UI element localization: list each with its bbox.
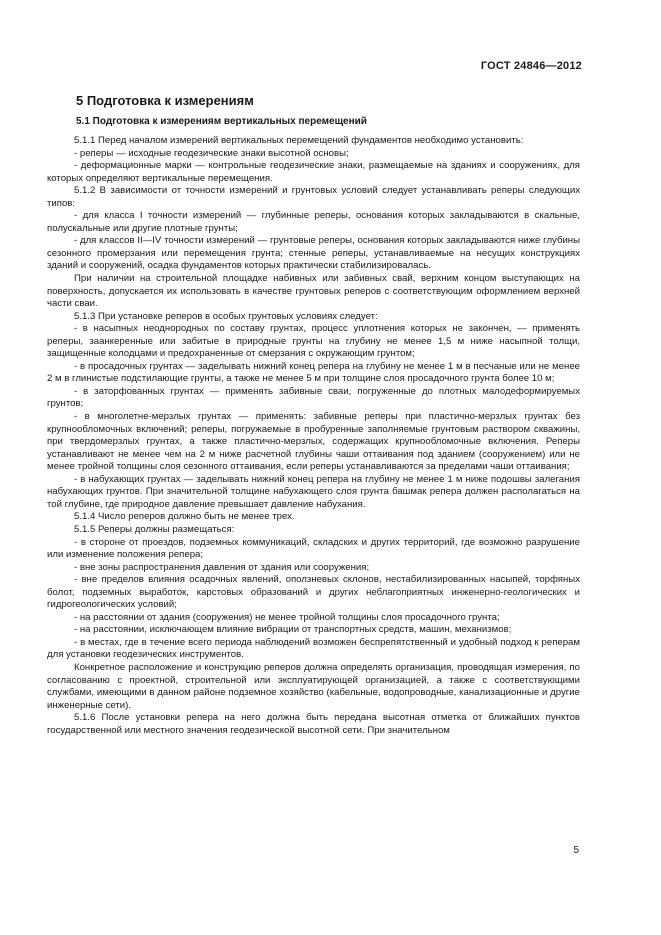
list-item: - в насыпных неоднородных по составу грунтах, процесс уплотнения которых не закончен, — применять реперы, заанкеренные или забитые в природные грунты на глубину не менее 1,5 м ниже насыпной толщи, защищенные колодцами и предохраненные от смерзания с окружающим грунтом; bbox=[47, 323, 580, 360]
list-item: - реперы — исходные геодезические знаки высотной основы; bbox=[74, 147, 349, 159]
list-item: - деформационные марки — контрольные геодезические знаки, размещаемые на зданиях и сооружениях, для которых определяют вертикальные перемещения. bbox=[47, 160, 580, 184]
section-title: 5 Подготовка к измерениям bbox=[76, 93, 254, 108]
list-item: - в набухающих грунтах — заделывать нижний конец репера на глубину не менее 1 м ниже подошвы залегания набухающих грунтов. При значительной толщине набухающего слоя грунта башмак репера должен располагаться на той глубине, где природное давление превышает давление набухания. bbox=[47, 473, 580, 510]
body-text bbox=[47, 135, 580, 737]
list-item: - в просадочных грунтах — заделывать нижний конец репера на глубину не менее 1 м в песчаные или не менее 2 м в глинистые подстилающие грунты, а также не менее 5 м при толщине слоя просадочного грунта более 10 м; bbox=[47, 360, 580, 385]
list-item: - в стороне от проездов, подземных коммуникаций, складских и других территорий, где возможно разрушение или изменение положения репера; bbox=[47, 536, 580, 561]
paragraph: 5.1.2 В зависимости от точности измерений и грунтовых условий следует устанавливать реперы следующих типов: bbox=[47, 185, 580, 209]
list-item: - в заторфованных грунтах — применять забивные сваи, погруженные до плотных малодеформируемых грунтов; bbox=[47, 385, 580, 410]
list-item: - для класса I точности измерений — глубинные реперы, основания которых закладываются в скальные, полускальные или другие плотные грунты; bbox=[47, 210, 580, 234]
paragraph: 5.1.5 Реперы должны размещаться: bbox=[74, 523, 235, 535]
paragraph: При наличии на строительной площадке набивных или забивных свай, верхним концом выступающих на поверхность, допускается их использовать в качестве грунтовых реперов с соответствующим оформлением верхней части сваи. bbox=[47, 273, 580, 310]
paragraph: 5.1.6 После установки репера на него должна быть передана высотная отметка от ближайших пунктов государственной или местного значения геодезической высотной сети. При значительном bbox=[47, 712, 580, 736]
paragraph: 5.1.3 При установке реперов в особых грунтовых условиях следует: bbox=[74, 310, 378, 322]
subsection-title: 5.1 Подготовка к измерениям вертикальных перемещений bbox=[76, 116, 367, 127]
list-item: - на расстоянии, исключающем влияние вибрации от транспортных средств, машин, механизмов; bbox=[74, 624, 512, 636]
list-item: - на расстоянии от здания (сооружения) не менее тройной толщины слоя просадочного грунта; bbox=[74, 611, 500, 623]
document-code: ГОСТ 24846—2012 bbox=[480, 60, 582, 72]
list-item: - в многолетне-мерзлых грунтах — применять: забивные реперы при пластично-мерзлых грунтах без крупнообломочных включений; реперы, погружаемые в пробуренные заполняемые грунтовым раствором скважины, при твердомерзлых грунтах, а также пластично-мерзлых, содержащих крупнообломочные включения. Реперы устанавливают не менее чем на 2 м ниже расчетной глубины чаши оттаивания под зданием (сооружением) или не менее тройной толщины слоя сезонного оттаивания, если реперы устанавливаются за пределами чаши оттаивания; bbox=[47, 411, 580, 473]
paragraph: 5.1.4 Число реперов должно быть не менее трех. bbox=[74, 511, 295, 523]
list-item: - в местах, где в течение всего периода наблюдений возможен беспрепятственный и удобный подход к реперам для установки геодезических инструментов. bbox=[47, 636, 580, 661]
page-number: 5 bbox=[573, 845, 579, 856]
paragraph: 5.1.1 Перед началом измерений вертикальных перемещений фундаментов необходимо установить: bbox=[74, 135, 524, 146]
list-item: - вне зоны распространения давления от здания или сооружения; bbox=[74, 561, 370, 573]
list-item: - для классов II—IV точности измерений — грунтовые реперы, основания которых закладываются ниже глубины сезонного промерзания или перемещения грунта; стенные реперы, устанавливаемые на несущих конструкциях зданий и сооружений, осадка фундаментов которых практически стабилизировалась. bbox=[47, 235, 580, 272]
paragraph: Конкретное расположение и конструкцию реперов должна определять организация, проводящая измерения, по согласованию с проектной, строительной или эксплуатирующей организацией, а также с соответствующими службами, имеющими в данном районе подземное хозяйство (кабельные, водопроводные, канализационные и другие инженерные сети). bbox=[47, 661, 580, 711]
list-item: - вне пределов влияния осадочных явлений, оползневых склонов, нестабилизированных насыпей, торфяных болот, подземных выработок, карстовых образований и других неблагоприятных инженерно-геологических и гидрогеологических условий; bbox=[47, 574, 580, 611]
